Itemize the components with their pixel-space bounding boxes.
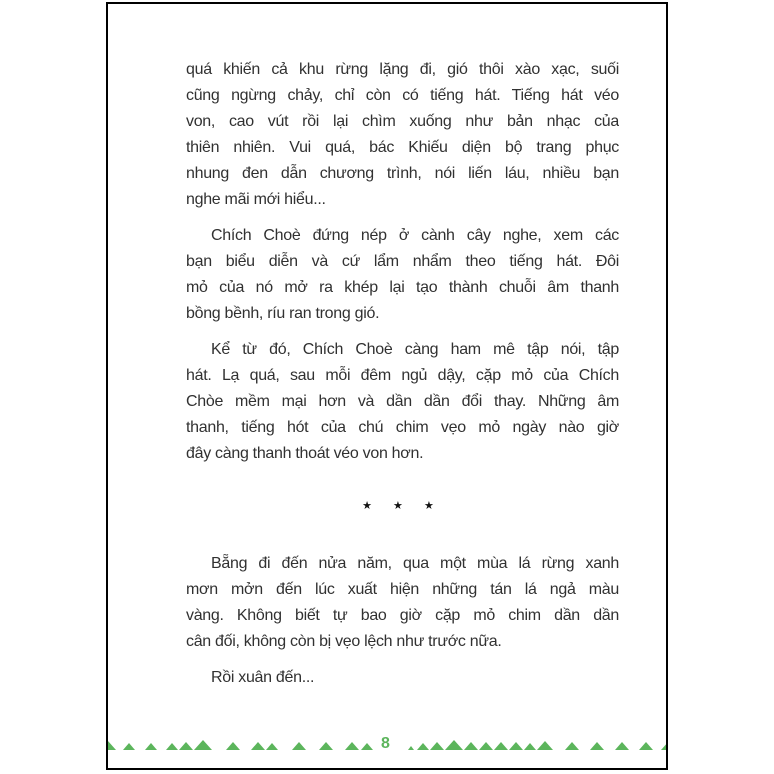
text-line: mỏ của nó mở ra khép lại tạo thành chuỗi âm thanh — [186, 279, 619, 296]
triangle-up-icon — [345, 742, 359, 750]
triangle-up-icon — [509, 742, 523, 750]
text-line: bồng bềnh, ríu ran trong gió. — [186, 305, 380, 322]
triangle-up-icon — [524, 743, 536, 750]
triangle-up-icon — [145, 743, 157, 750]
triangle-up-icon — [226, 742, 240, 750]
text-line: Bẵng đi đến nửa năm, qua một mùa lá rừng xanh — [211, 555, 619, 572]
triangle-up-icon — [108, 741, 116, 750]
triangle-up-icon — [537, 741, 553, 750]
paragraph — [186, 665, 619, 691]
triangle-up-icon — [319, 742, 333, 750]
text-column — [186, 57, 619, 701]
paragraph — [186, 57, 619, 213]
text-line: mơn mởn đến lúc xuất hiện những tán lá ngả màu — [186, 581, 619, 598]
text-line: hát. Lạ quá, sau mỗi đêm ngủ dậy, cặp mỏ của Chích — [186, 367, 619, 384]
book-page — [106, 2, 668, 770]
triangle-border-left — [108, 740, 373, 750]
triangle-up-icon — [661, 741, 666, 750]
triangle-up-icon — [179, 742, 193, 750]
triangle-up-icon — [615, 742, 629, 750]
section-separator-stars: ★ ★ ★ — [362, 500, 443, 512]
footer-decoration — [108, 734, 666, 750]
text-line: đây càng thanh thoát véo von hơn. — [186, 445, 424, 462]
text-line: Kể từ đó, Chích Choè càng ham mê tập nói, tập — [211, 341, 619, 358]
triangle-up-icon — [639, 742, 653, 750]
triangle-up-icon — [445, 740, 463, 750]
triangle-up-icon — [417, 743, 429, 750]
text-line: cân đối, không còn bị vẹo lệch như trước nữa. — [186, 633, 502, 650]
paragraph — [186, 337, 619, 467]
text-line: vàng. Không biết tự bao giờ cặp mỏ chim dần dần — [186, 607, 619, 624]
text-line: Chích Choè đứng nép ở cành cây nghe, xem các — [211, 227, 619, 244]
triangle-up-icon — [494, 742, 508, 750]
text-line: bạn biểu diễn và cứ lẩm nhẩm theo tiếng hát. Đôi — [186, 253, 619, 270]
text-line: nghe mãi mới hiểu... — [186, 191, 326, 208]
triangle-up-icon — [194, 740, 212, 750]
triangle-up-icon — [166, 743, 178, 750]
triangle-up-icon — [251, 742, 265, 750]
text-line: thanh, tiếng hót của chú chim vẹo mỏ ngày nào giờ — [186, 419, 619, 436]
triangle-up-icon — [292, 742, 306, 750]
text-line: quá khiến cả khu rừng lặng đi, gió thôi xào xạc, suối — [186, 61, 619, 78]
triangle-up-icon — [479, 742, 493, 750]
paragraph — [186, 223, 619, 327]
triangle-up-icon — [408, 746, 414, 750]
triangle-up-icon — [266, 743, 278, 750]
triangle-up-icon — [565, 742, 579, 750]
triangle-up-icon — [361, 743, 373, 750]
triangle-up-icon — [464, 742, 478, 750]
triangle-border-right — [398, 740, 666, 750]
text-line: Chòe mềm mại hơn và dần dần đổi thay. Những âm — [186, 393, 619, 410]
triangle-up-icon — [430, 742, 444, 750]
triangle-up-icon — [123, 743, 135, 750]
triangle-up-icon — [590, 742, 604, 750]
paragraph — [186, 551, 619, 655]
text-line: nhung đen dẫn chương trình, nói liến láu, nhiều bạn — [186, 165, 619, 182]
text-line: thiên nhiên. Vui quá, bác Khiếu diện bộ trang phục — [186, 139, 619, 156]
text-line: Rồi xuân đến... — [211, 669, 315, 686]
text-line: von, cao vút rồi lại chìm xuống như bản nhạc của — [186, 113, 619, 130]
page-number: 8 — [381, 735, 390, 750]
text-line: cũng ngừng chảy, chỉ còn có tiếng hát. Tiếng hát véo — [186, 87, 619, 104]
